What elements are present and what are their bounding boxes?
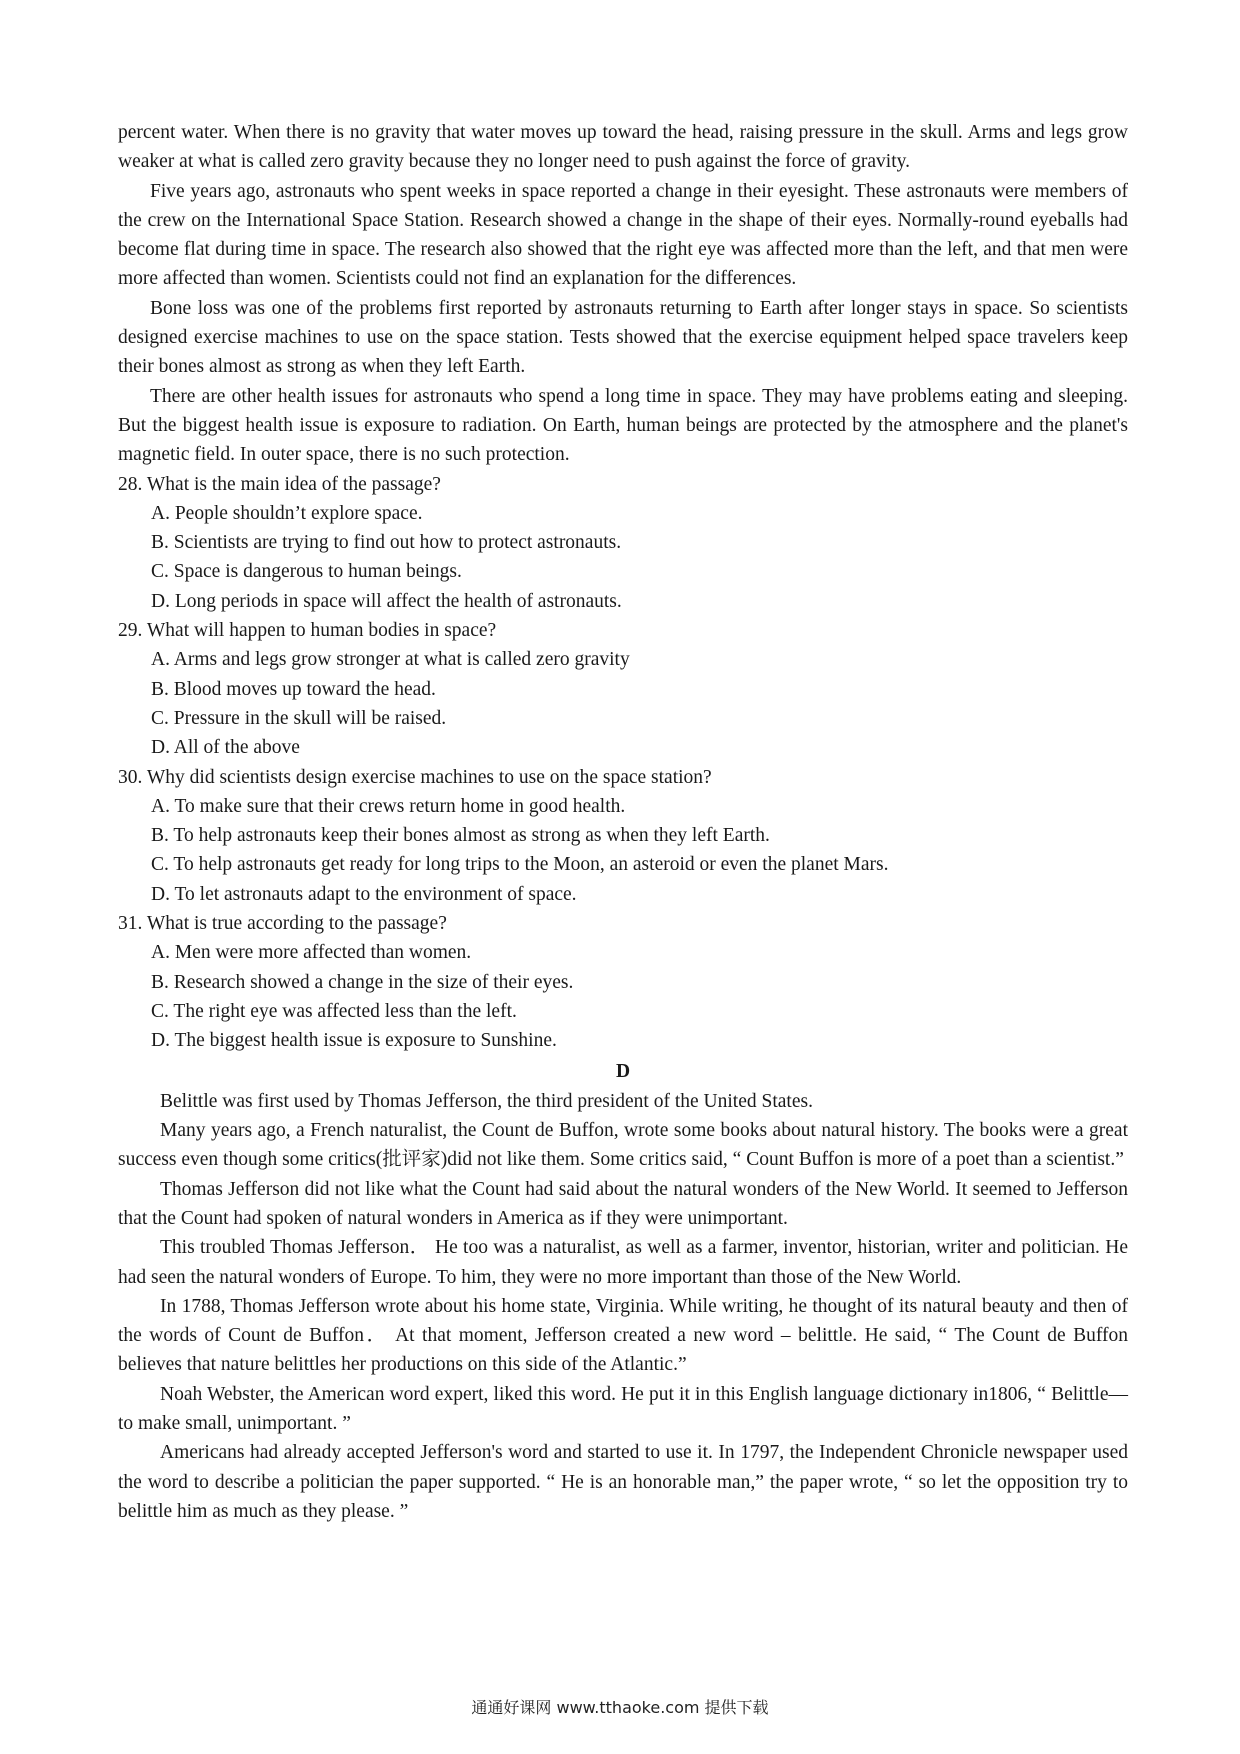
passage-d-paragraph: In 1788, Thomas Jefferson wrote about his home state, Virginia. While writing, he thought of its natural beauty and then of the words of Count de Buffon． At that moment, Jefferson created a new word – belittle. He said, “ The Count de Buffon believes that nature belittles her productions on this side of the Atlantic.” <box>118 1295 1128 1376</box>
question-stem: 31. What is true according to the passage? <box>118 913 447 935</box>
passage-d-paragraph: Many years ago, a French naturalist, the Count de Buffon, wrote some books about natural history. The books were a great success even though some critics(批评家)did not like them. Some critics said, “ Count Buffon is more of a poet than a scientist.” <box>118 1120 1128 1171</box>
question-option: A. People shouldn’t explore space. <box>151 502 423 524</box>
question-30 <box>118 763 1128 909</box>
question-option: C. Pressure in the skull will be raised. <box>151 707 447 729</box>
question-option: D. To let astronauts adapt to the environment of space. <box>151 883 577 905</box>
question-option: C. To help astronauts get ready for long trips to the Moon, an asteroid or even the planet Mars. <box>151 854 889 876</box>
question-option: B. Scientists are trying to find out how to protect astronauts. <box>151 532 622 554</box>
question-option: A. To make sure that their crews return home in good health. <box>151 795 626 817</box>
passage-c-paragraph: There are other health issues for astronauts who spend a long time in space. They may have problems eating and sleeping. But the biggest health issue is exposure to radiation. On Earth, human beings are protected by the atmosphere and the planet's magnetic field. In outer space, there is no such protection. <box>118 385 1128 466</box>
page-footer: 通通好课网 www.tthaoke.com 提供下载 <box>471 1698 769 1717</box>
question-option: C. Space is dangerous to human beings. <box>151 561 462 583</box>
question-option: A. Arms and legs grow stronger at what is called zero gravity <box>151 649 630 671</box>
question-option: B. Research showed a change in the size of their eyes. <box>151 971 574 993</box>
question-option: D. All of the above <box>151 737 300 759</box>
question-stem: 29. What will happen to human bodies in space? <box>118 620 497 642</box>
question-stem: 28. What is the main idea of the passage? <box>118 473 441 495</box>
passage-d-paragraph: Americans had already accepted Jefferson's word and started to use it. In 1797, the Independent Chronicle newspaper used the word to describe a politician the paper supported. “ He is an honorable man,” the paper wrote, “ so let the opposition try to belittle him as much as they please. ” <box>118 1442 1128 1522</box>
section-heading: D <box>615 1060 631 1082</box>
question-28 <box>118 470 1128 616</box>
passage-d-paragraph: Noah Webster, the American word expert, liked this word. He put it in this English language dictionary in1806, “ Belittle— to make small, unimportant. ” <box>118 1383 1128 1435</box>
passage-c-paragraph: Five years ago, astronauts who spent weeks in space reported a change in their eyesight. These astronauts were members of the crew on the International Space Station. Research showed a change in the shape of their eyes. Normally-round eyeballs had become flat during time in space. The research also showed that the right eye was affected more than the left, and that men were more affected than women. Scientists could not find an explanation for the differences. <box>118 180 1128 290</box>
passage-d-paragraph: Thomas Jefferson did not like what the Count had said about the natural wonders of the New World. It seemed to Jefferson that the Count had spoken of natural wonders in America as if they were unimportant. <box>118 1178 1128 1229</box>
question-option: A. Men were more affected than women. <box>151 942 472 964</box>
question-option: D. The biggest health issue is exposure to Sunshine. <box>151 1030 557 1052</box>
question-stem: 30. Why did scientists design exercise machines to use on the space station? <box>118 766 712 788</box>
question-option: B. Blood moves up toward the head. <box>151 678 436 700</box>
passage-c-paragraph: Bone loss was one of the problems first reported by astronauts returning to Earth after longer stays in space. So scientists designed exercise machines to use on the space station. Tests showed that the exercise equipment helped space travelers keep their bones almost as strong as when they left Earth. <box>118 297 1128 378</box>
question-option: C. The right eye was affected less than the left. <box>151 1000 517 1022</box>
question-option: B. To help astronauts keep their bones almost as strong as when they left Earth. <box>151 825 770 847</box>
passage-d-paragraph: Belittle was first used by Thomas Jefferson, the third president of the United States. <box>160 1090 813 1112</box>
question-29 <box>118 616 1128 762</box>
passage-c-paragraph: percent water. When there is no gravity that water moves up toward the head, raising pressure in the skull. Arms and legs grow weaker at what is called zero gravity because they no longer need to push against the force of gravity. <box>118 122 1128 173</box>
question-option: D. Long periods in space will affect the health of astronauts. <box>151 590 622 612</box>
document-page <box>118 118 1128 1526</box>
question-31 <box>118 909 1128 1055</box>
passage-d-paragraph: This troubled Thomas Jefferson． He too was a naturalist, as well as a farmer, inventor, historian, writer and politician. He had seen the natural wonders of Europe. To him, they were no more important than those of the New World. <box>118 1237 1128 1288</box>
